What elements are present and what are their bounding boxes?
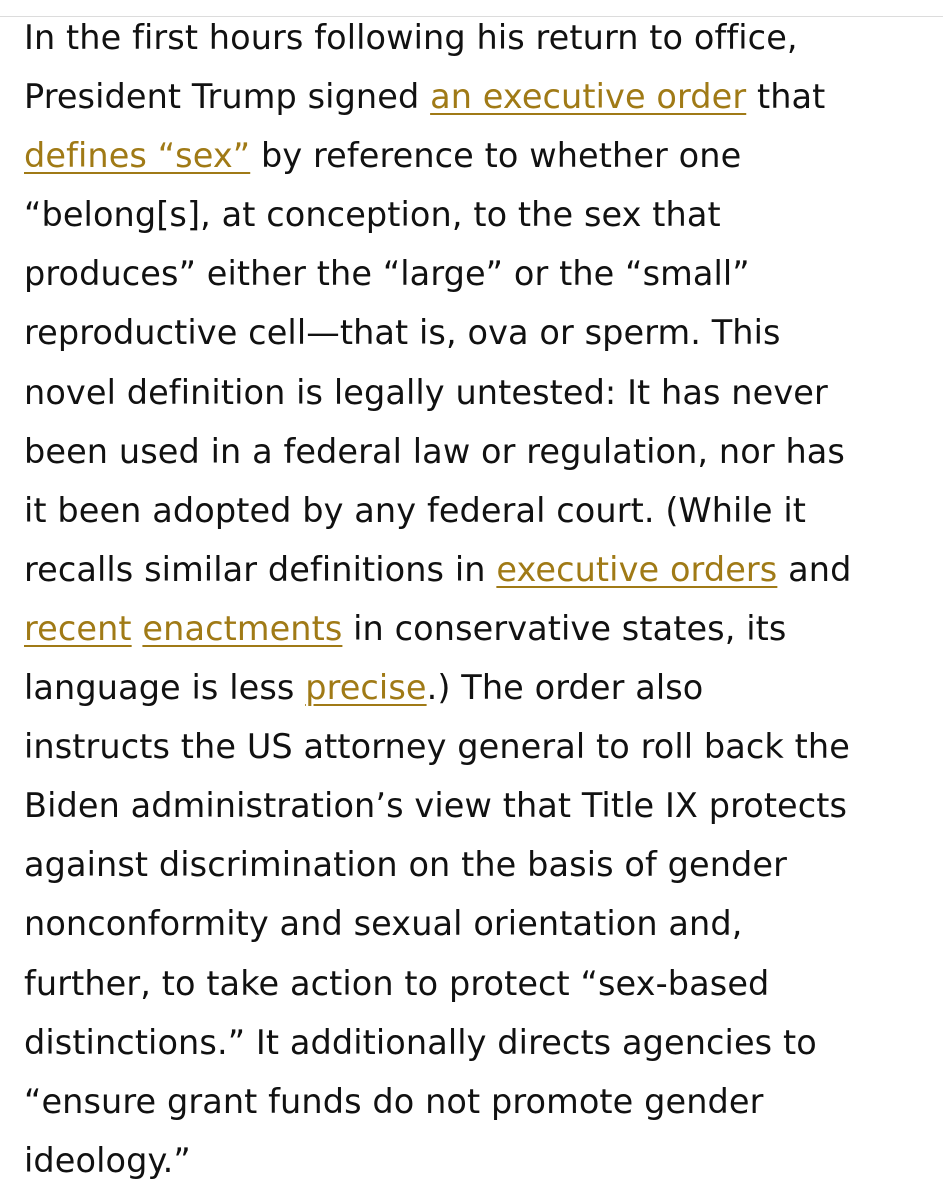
text-run: it been adopted by any federal court. (While it xyxy=(24,490,806,530)
paragraph-line xyxy=(24,244,924,303)
text-run: that xyxy=(746,77,826,117)
paragraph-line xyxy=(24,126,924,185)
text-run: In the first hours following his return to office, xyxy=(24,18,798,57)
inline-link[interactable]: defines “sex” xyxy=(24,136,251,176)
text-run: nonconformity and sexual orientation and, xyxy=(24,904,743,944)
paragraph-line xyxy=(24,422,924,481)
text-run: distinctions.” It additionally directs agencies to xyxy=(24,1022,817,1062)
text-run: language is less xyxy=(24,668,306,708)
paragraph-line xyxy=(24,303,924,362)
text-run: against discrimination on the basis of gender xyxy=(24,845,787,885)
text-run: .) The order also xyxy=(426,668,704,708)
text-run: by reference to whether one xyxy=(250,136,742,176)
paragraph-line xyxy=(24,481,924,540)
paragraph-line xyxy=(24,1072,924,1131)
inline-link[interactable]: recent xyxy=(24,608,132,648)
paragraph-line xyxy=(24,717,924,776)
paragraph-line xyxy=(24,835,924,894)
paragraph-line xyxy=(24,8,924,67)
text-run: recalls similar definitions in xyxy=(24,549,497,589)
paragraph-line xyxy=(24,954,924,1013)
text-run: reproductive cell—that is, ova or sperm. This xyxy=(24,313,781,353)
text-run: further, to take action to protect “sex-based xyxy=(24,963,770,1003)
article-body xyxy=(24,8,924,1190)
text-run: “ensure grant funds do not promote gender xyxy=(24,1081,764,1121)
text-run: ideology.” xyxy=(24,1140,191,1180)
paragraph-line xyxy=(24,658,924,717)
text-run: “belong[s], at conception, to the sex that xyxy=(24,195,721,235)
text-run: President Trump signed xyxy=(24,77,431,117)
text-run: produces” either the “large” or the “small” xyxy=(24,254,750,294)
paragraph-line xyxy=(24,67,924,126)
text-run: novel definition is legally untested: It has never xyxy=(24,372,828,412)
paragraph-line xyxy=(24,599,924,658)
paragraph-line xyxy=(24,185,924,244)
inline-link[interactable]: an executive order xyxy=(430,77,747,117)
paragraph-line xyxy=(24,540,924,599)
paragraph-line xyxy=(24,776,924,835)
paragraph-line xyxy=(24,1131,924,1190)
text-run xyxy=(132,609,143,648)
paragraph-line xyxy=(24,1013,924,1072)
text-run: been used in a federal law or regulation, nor has xyxy=(24,431,845,471)
text-run: in conservative states, its xyxy=(342,608,787,648)
inline-link[interactable]: enactments xyxy=(142,608,343,648)
text-run: and xyxy=(777,549,852,589)
article-paragraph xyxy=(24,8,924,1190)
paragraph-line xyxy=(24,894,924,953)
inline-link[interactable]: executive orders xyxy=(496,549,778,589)
paragraph-line xyxy=(24,363,924,422)
text-run: Biden administration’s view that Title IX protects xyxy=(24,786,848,826)
text-run: instructs the US attorney general to roll back the xyxy=(24,727,850,767)
inline-link[interactable]: precise xyxy=(305,668,427,708)
